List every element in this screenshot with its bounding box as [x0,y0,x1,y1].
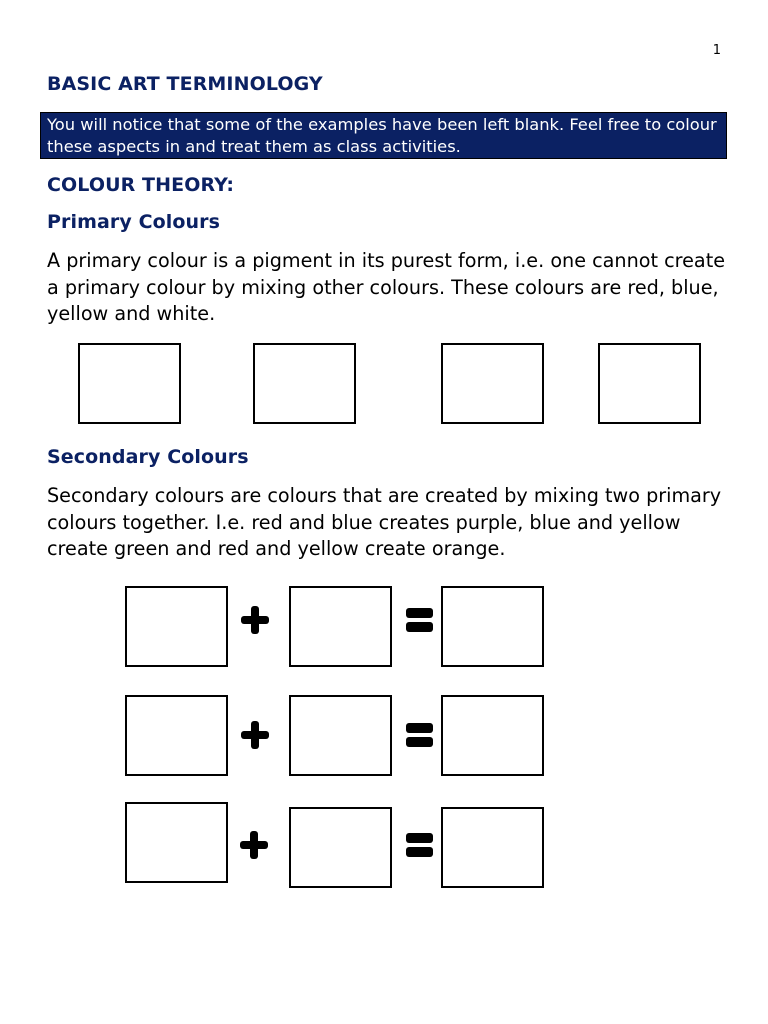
plus-icon [239,830,269,860]
mix-swatch-a[interactable] [125,695,228,776]
document-title: BASIC ART TERMINOLOGY [47,73,323,95]
primary-swatch-3[interactable] [441,343,544,424]
primary-swatch-4[interactable] [598,343,701,424]
colour-theory-heading: COLOUR THEORY: [47,174,235,196]
mix-swatch-b[interactable] [289,807,392,888]
primary-swatch-2[interactable] [253,343,356,424]
mix-swatch-b[interactable] [289,695,392,776]
equals-icon [405,605,435,635]
equals-icon [405,720,435,750]
mix-swatch-a[interactable] [125,586,228,667]
mix-swatch-b[interactable] [289,586,392,667]
equals-icon [405,830,435,860]
primary-swatch-1[interactable] [78,343,181,424]
result-swatch[interactable] [441,807,544,888]
notice-box: You will notice that some of the examples have been left blank. Feel free to colour these aspects in and treat them as class activities. [40,112,727,159]
page-number: 1 [712,43,721,58]
plus-icon [240,720,270,750]
result-swatch[interactable] [441,695,544,776]
result-swatch[interactable] [441,586,544,667]
secondary-colours-paragraph: Secondary colours are colours that are created by mixing two primary colours together. I.e. red and blue creates purple, blue and yellow create green and red and yellow create orange. [47,484,722,560]
primary-colours-heading: Primary Colours [47,211,221,233]
primary-colours-paragraph: A primary colour is a pigment in its purest form, i.e. one cannot create a primary colour by mixing other colours. These colours are red, blue, yellow and white. [47,249,726,325]
mix-swatch-a[interactable] [125,802,228,883]
secondary-colours-heading: Secondary Colours [47,446,249,468]
plus-icon [240,605,270,635]
